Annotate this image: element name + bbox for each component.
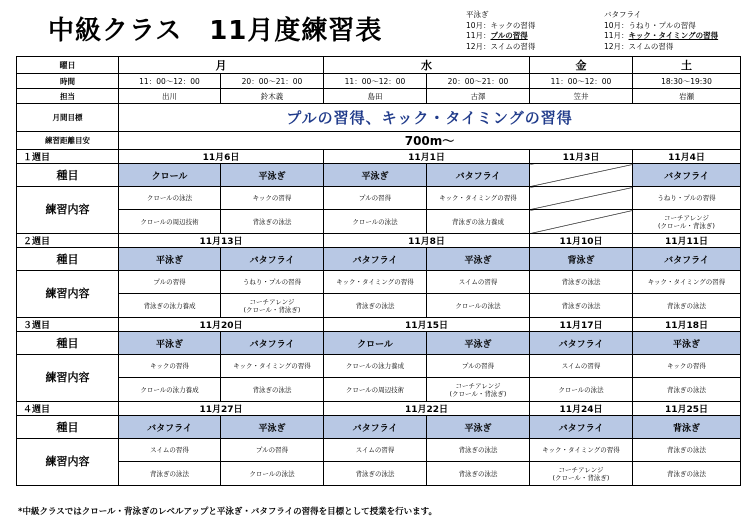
subject-label: 種目 (17, 416, 119, 439)
time-cell: 18:30～19:30 (633, 74, 741, 89)
subject-cell: 平泳ぎ (221, 164, 324, 187)
content-cell: コーチアレンジ (クロール・背泳ぎ) (633, 210, 741, 234)
content-cell: 背泳ぎの泳法 (633, 462, 741, 486)
content-label: 練習内容 (17, 187, 119, 234)
content-label: 練習内容 (17, 439, 119, 486)
date-wed: 11月15日 (324, 318, 530, 332)
content-cell: スイムの習得 (427, 271, 530, 294)
content-cell: キックの習得 (633, 355, 741, 378)
content-cell: 背泳ぎの泳法 (427, 462, 530, 486)
content-cell: 背泳ぎの泳法 (324, 294, 427, 318)
content-cell: プルの習得 (324, 187, 427, 210)
week-header-row (17, 150, 741, 164)
content-cell: 背泳ぎの泳力養成 (427, 210, 530, 234)
date-sat: 11月18日 (633, 318, 741, 332)
subject-label: 種目 (17, 332, 119, 355)
content-cell: 背泳ぎの泳法 (221, 210, 324, 234)
breaststroke-note (466, 10, 535, 52)
subject-cell: 背泳ぎ (530, 248, 633, 271)
date-sat: 11月4日 (633, 150, 741, 164)
page-title: 中級クラス 11月度練習表 (48, 16, 383, 46)
content-cell: キックの習得 (221, 187, 324, 210)
time-cell: 11：00～12：00 (119, 74, 221, 89)
week-header-row (17, 234, 741, 248)
content-cell: 背泳ぎの泳法 (633, 439, 741, 462)
subject-cell: バタフライ (324, 248, 427, 271)
content-cell: コーチアレンジ (クロール・背泳ぎ) (530, 462, 633, 486)
date-mon: 11月13日 (119, 234, 324, 248)
content-cell: クロールの泳法 (427, 294, 530, 318)
subject-row (17, 248, 741, 271)
content-cell: クロールの泳法 (221, 462, 324, 486)
subject-cell: バタフライ (530, 332, 633, 355)
subject-cell: 平泳ぎ (427, 332, 530, 355)
subject-cell: 平泳ぎ (119, 248, 221, 271)
content-cell: うねり・プルの習得 (633, 187, 741, 210)
content-cell: キック・タイミングの習得 (221, 355, 324, 378)
note-line: 平泳ぎ (466, 10, 489, 19)
content-row (17, 462, 741, 486)
week-label: ３週目 (17, 318, 119, 332)
coach-cell: 鈴木義 (221, 89, 324, 104)
content-cell: クロールの泳力養成 (324, 355, 427, 378)
content-cell: キック・タイミングの習得 (324, 271, 427, 294)
content-cell: スイムの習得 (530, 355, 633, 378)
time-row (17, 74, 741, 89)
content-cell: 背泳ぎの泳法 (221, 378, 324, 402)
note-line: 10月：うねり・プルの習得 (604, 20, 696, 30)
coach-row (17, 89, 741, 104)
subject-cell: 平泳ぎ (427, 248, 530, 271)
content-row (17, 271, 741, 294)
cancelled-cell (530, 164, 633, 187)
subject-label: 種目 (17, 164, 119, 187)
content-cell: キックの習得 (119, 355, 221, 378)
week-label: ４週目 (17, 402, 119, 416)
subject-cell: バタフライ (633, 248, 741, 271)
cancelled-cell (530, 187, 633, 210)
subject-label: 種目 (17, 248, 119, 271)
content-row (17, 210, 741, 234)
content-cell: キック・タイミングの習得 (530, 439, 633, 462)
week-label: ２週目 (17, 234, 119, 248)
date-mon: 11月20日 (119, 318, 324, 332)
content-row (17, 378, 741, 402)
content-cell: 背泳ぎの泳力養成 (119, 294, 221, 318)
note-line: 12月：スイムの習得 (466, 41, 536, 51)
content-cell: クロールの泳法 (119, 187, 221, 210)
content-row (17, 439, 741, 462)
content-cell: キック・タイミングの習得 (427, 187, 530, 210)
content-cell: プルの習得 (221, 439, 324, 462)
subject-cell: クロール (119, 164, 221, 187)
time-cell: 11：00～12：00 (530, 74, 633, 89)
content-cell: クロールの周辺技術 (324, 378, 427, 402)
coach-cell: 古澤 (427, 89, 530, 104)
content-cell: 背泳ぎの泳法 (530, 271, 633, 294)
subject-cell: 平泳ぎ (324, 164, 427, 187)
coach-cell: 岩瀬 (633, 89, 741, 104)
time-label: 時間 (17, 74, 119, 89)
date-fri: 11月10日 (530, 234, 633, 248)
date-mon: 11月6日 (119, 150, 324, 164)
subject-cell: 平泳ぎ (119, 332, 221, 355)
content-cell: コーチアレンジ (クロール・背泳ぎ) (427, 378, 530, 402)
subject-cell: クロール (324, 332, 427, 355)
distance-label: 練習距離目安 (17, 132, 119, 150)
content-cell: プルの習得 (119, 271, 221, 294)
content-cell: 背泳ぎの泳法 (633, 294, 741, 318)
content-row (17, 187, 741, 210)
date-wed: 11月1日 (324, 150, 530, 164)
time-cell: 20：00～21：00 (221, 74, 324, 89)
week-header-row (17, 402, 741, 416)
subject-cell: バタフライ (119, 416, 221, 439)
date-fri: 11月17日 (530, 318, 633, 332)
date-fri: 11月3日 (530, 150, 633, 164)
coach-cell: 出川 (119, 89, 221, 104)
date-sat: 11月11日 (633, 234, 741, 248)
subject-cell: 背泳ぎ (633, 416, 741, 439)
subject-row (17, 164, 741, 187)
subject-cell: 平泳ぎ (427, 416, 530, 439)
content-cell: クロールの泳法 (324, 210, 427, 234)
coach-label: 担当 (17, 89, 119, 104)
week-label: １週目 (17, 150, 119, 164)
content-cell: うねり・プルの習得 (221, 271, 324, 294)
goal-label: 月間目標 (17, 104, 119, 132)
subject-cell: バタフライ (633, 164, 741, 187)
content-cell: クロールの周辺技術 (119, 210, 221, 234)
date-wed: 11月22日 (324, 402, 530, 416)
subject-cell: バタフライ (427, 164, 530, 187)
content-cell: クロールの泳法 (530, 378, 633, 402)
day-row (17, 57, 741, 74)
time-cell: 20：00～21：00 (427, 74, 530, 89)
content-cell: 背泳ぎの泳法 (633, 378, 741, 402)
goal-row (17, 104, 741, 132)
day-label: 曜日 (17, 57, 119, 74)
content-cell: キック・タイミングの習得 (633, 271, 741, 294)
content-cell: クロールの泳力養成 (119, 378, 221, 402)
note-line: 12月：スイムの習得 (604, 41, 674, 51)
schedule-table (16, 56, 741, 486)
day-fri: 金 (530, 57, 633, 74)
subject-cell: 平泳ぎ (633, 332, 741, 355)
content-row (17, 355, 741, 378)
subject-cell: バタフライ (530, 416, 633, 439)
day-sat: 土 (633, 57, 741, 74)
content-label: 練習内容 (17, 355, 119, 402)
distance-row (17, 132, 741, 150)
subject-row (17, 332, 741, 355)
coach-cell: 笠井 (530, 89, 633, 104)
subject-cell: バタフライ (324, 416, 427, 439)
content-cell: スイムの習得 (119, 439, 221, 462)
date-sat: 11月25日 (633, 402, 741, 416)
note-line: 11月：プルの習得 (466, 31, 528, 40)
subject-row (17, 416, 741, 439)
butterfly-note (604, 10, 718, 52)
content-cell: プルの習得 (427, 355, 530, 378)
date-wed: 11月8日 (324, 234, 530, 248)
content-row (17, 294, 741, 318)
content-cell: 背泳ぎの泳法 (324, 462, 427, 486)
note-line: 11月：キック・タイミングの習得 (604, 31, 719, 40)
content-cell: スイムの習得 (324, 439, 427, 462)
subject-cell: バタフライ (221, 248, 324, 271)
time-cell: 11：00～12：00 (324, 74, 427, 89)
subject-cell: 平泳ぎ (221, 416, 324, 439)
date-mon: 11月27日 (119, 402, 324, 416)
content-cell: 背泳ぎの泳法 (530, 294, 633, 318)
day-mon: 月 (119, 57, 324, 74)
monthly-goal: プルの習得、キック・タイミングの習得 (119, 104, 741, 132)
content-label: 練習内容 (17, 271, 119, 318)
day-wed: 水 (324, 57, 530, 74)
content-cell: 背泳ぎの泳法 (119, 462, 221, 486)
note-line: バタフライ (604, 10, 642, 19)
note-line: 10月：キックの習得 (466, 20, 536, 30)
coach-cell: 島田 (324, 89, 427, 104)
footer-note: *中級クラスではクロール・背泳ぎのレベルアップと平泳ぎ・バタフライの習得を目標として授業を行います。 (18, 507, 437, 517)
week-header-row (17, 318, 741, 332)
distance-value: 700m～ (119, 132, 741, 150)
cancelled-cell (530, 210, 633, 234)
date-fri: 11月24日 (530, 402, 633, 416)
content-cell: 背泳ぎの泳法 (427, 439, 530, 462)
content-cell: コーチアレンジ (クロール・背泳ぎ) (221, 294, 324, 318)
subject-cell: バタフライ (221, 332, 324, 355)
